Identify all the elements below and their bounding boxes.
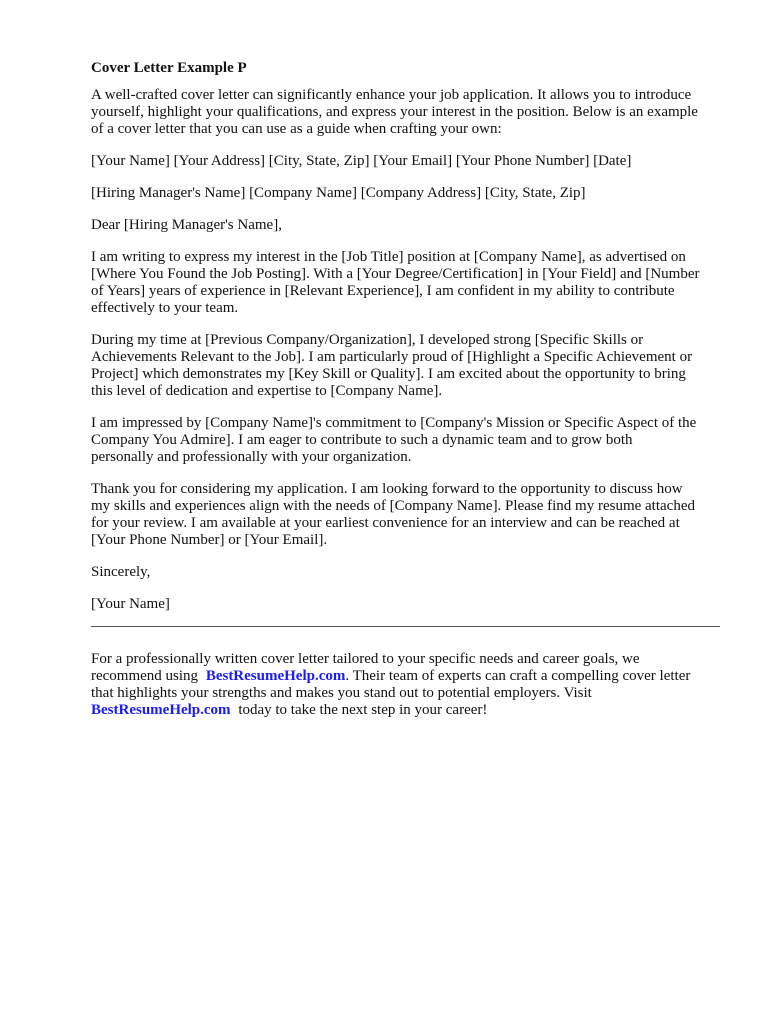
recipient-line [91, 185, 731, 202]
promo-line [91, 702, 731, 719]
body-line: Thank you for considering my application. I am looking forward to the opportunity to discuss how [91, 481, 683, 497]
body-line: [Where You Found the Job Posting]. With a [Your Degree/Certification] in [Your Field] and [Number [91, 266, 700, 282]
body-line: I am writing to express my interest in the [Job Title] position at [Company Name], as advertised on [91, 249, 686, 265]
promo-text: recommend using [91, 668, 199, 684]
salutation-text: Dear [Hiring Manager's Name], [91, 217, 282, 233]
body-line: effectively to your team. [91, 300, 239, 316]
body-line: [Your Phone Number] or [Your Email]. [91, 532, 328, 548]
body-line: Company You Admire]. I am eager to contribute to such a dynamic team and to grow both [91, 432, 633, 448]
promo-text: today to take the next step in your career! [238, 702, 488, 718]
sender-line [91, 153, 731, 170]
intro-line: yourself, highlight your qualifications, and express your interest in the position. Below is an example [91, 104, 698, 120]
salutation [91, 217, 731, 234]
body-line: my skills and experiences align with the needs of [Company Name]. Please find my resume attached [91, 498, 695, 514]
body-line: Achievements Relevant to the Job]. I am particularly proud of [Highlight a Specific Achievement or [91, 349, 693, 365]
body-line: of Years] years of experience in [Relevant Experience], I am confident in my ability to contribute [91, 283, 675, 299]
intro-line: of a cover letter that you can use as a guide when crafting your own: [91, 121, 502, 137]
document-title: Cover Letter Example P [91, 60, 247, 76]
promo-line [91, 668, 731, 685]
body-line: personally and professionally with your organization. [91, 449, 412, 465]
sender-text: [Your Name] [Your Address] [City, State, Zip] [Your Email] [Your Phone Number] [Date] [91, 153, 632, 169]
body-paragraph-4 [91, 481, 731, 549]
best-resume-help-link[interactable]: BestResumeHelp.com [91, 702, 231, 718]
body-line: this level of dedication and expertise to [Company Name]. [91, 383, 443, 399]
section-divider [91, 626, 720, 627]
signature-text: [Your Name] [91, 596, 170, 612]
body-paragraph-1 [91, 249, 731, 317]
body-line: Project] which demonstrates my [Key Skill or Quality]. I am excited about the opportunity to bring [91, 366, 686, 382]
body-paragraph-3 [91, 415, 731, 466]
body-line: for your review. I am available at your earliest convenience for an interview and can be reached at [91, 515, 680, 531]
closing [91, 564, 731, 581]
body-line: I am impressed by [Company Name]'s commitment to [Company's Mission or Specific Aspect of the [91, 415, 697, 431]
body-line: During my time at [Previous Company/Organization], I developed strong [Specific Skills or [91, 332, 644, 348]
recipient-text: [Hiring Manager's Name] [Company Name] [Company Address] [City, State, Zip] [91, 185, 586, 201]
document-content [91, 58, 731, 734]
promo-paragraph [91, 651, 731, 719]
promo-text: . Their team of experts can craft a compelling cover letter [345, 668, 691, 684]
closing-text: Sincerely, [91, 564, 151, 580]
intro-paragraph [91, 87, 731, 138]
promo-line: For a professionally written cover letter tailored to your specific needs and career goals, we [91, 651, 640, 667]
signature [91, 596, 731, 613]
best-resume-help-link[interactable]: BestResumeHelp.com [205, 668, 346, 684]
intro-line: A well-crafted cover letter can significantly enhance your job application. It allows you to introduce [91, 87, 692, 103]
body-paragraph-2 [91, 332, 731, 400]
promo-line: that highlights your strengths and makes you stand out to potential employers. Visit [91, 685, 592, 701]
